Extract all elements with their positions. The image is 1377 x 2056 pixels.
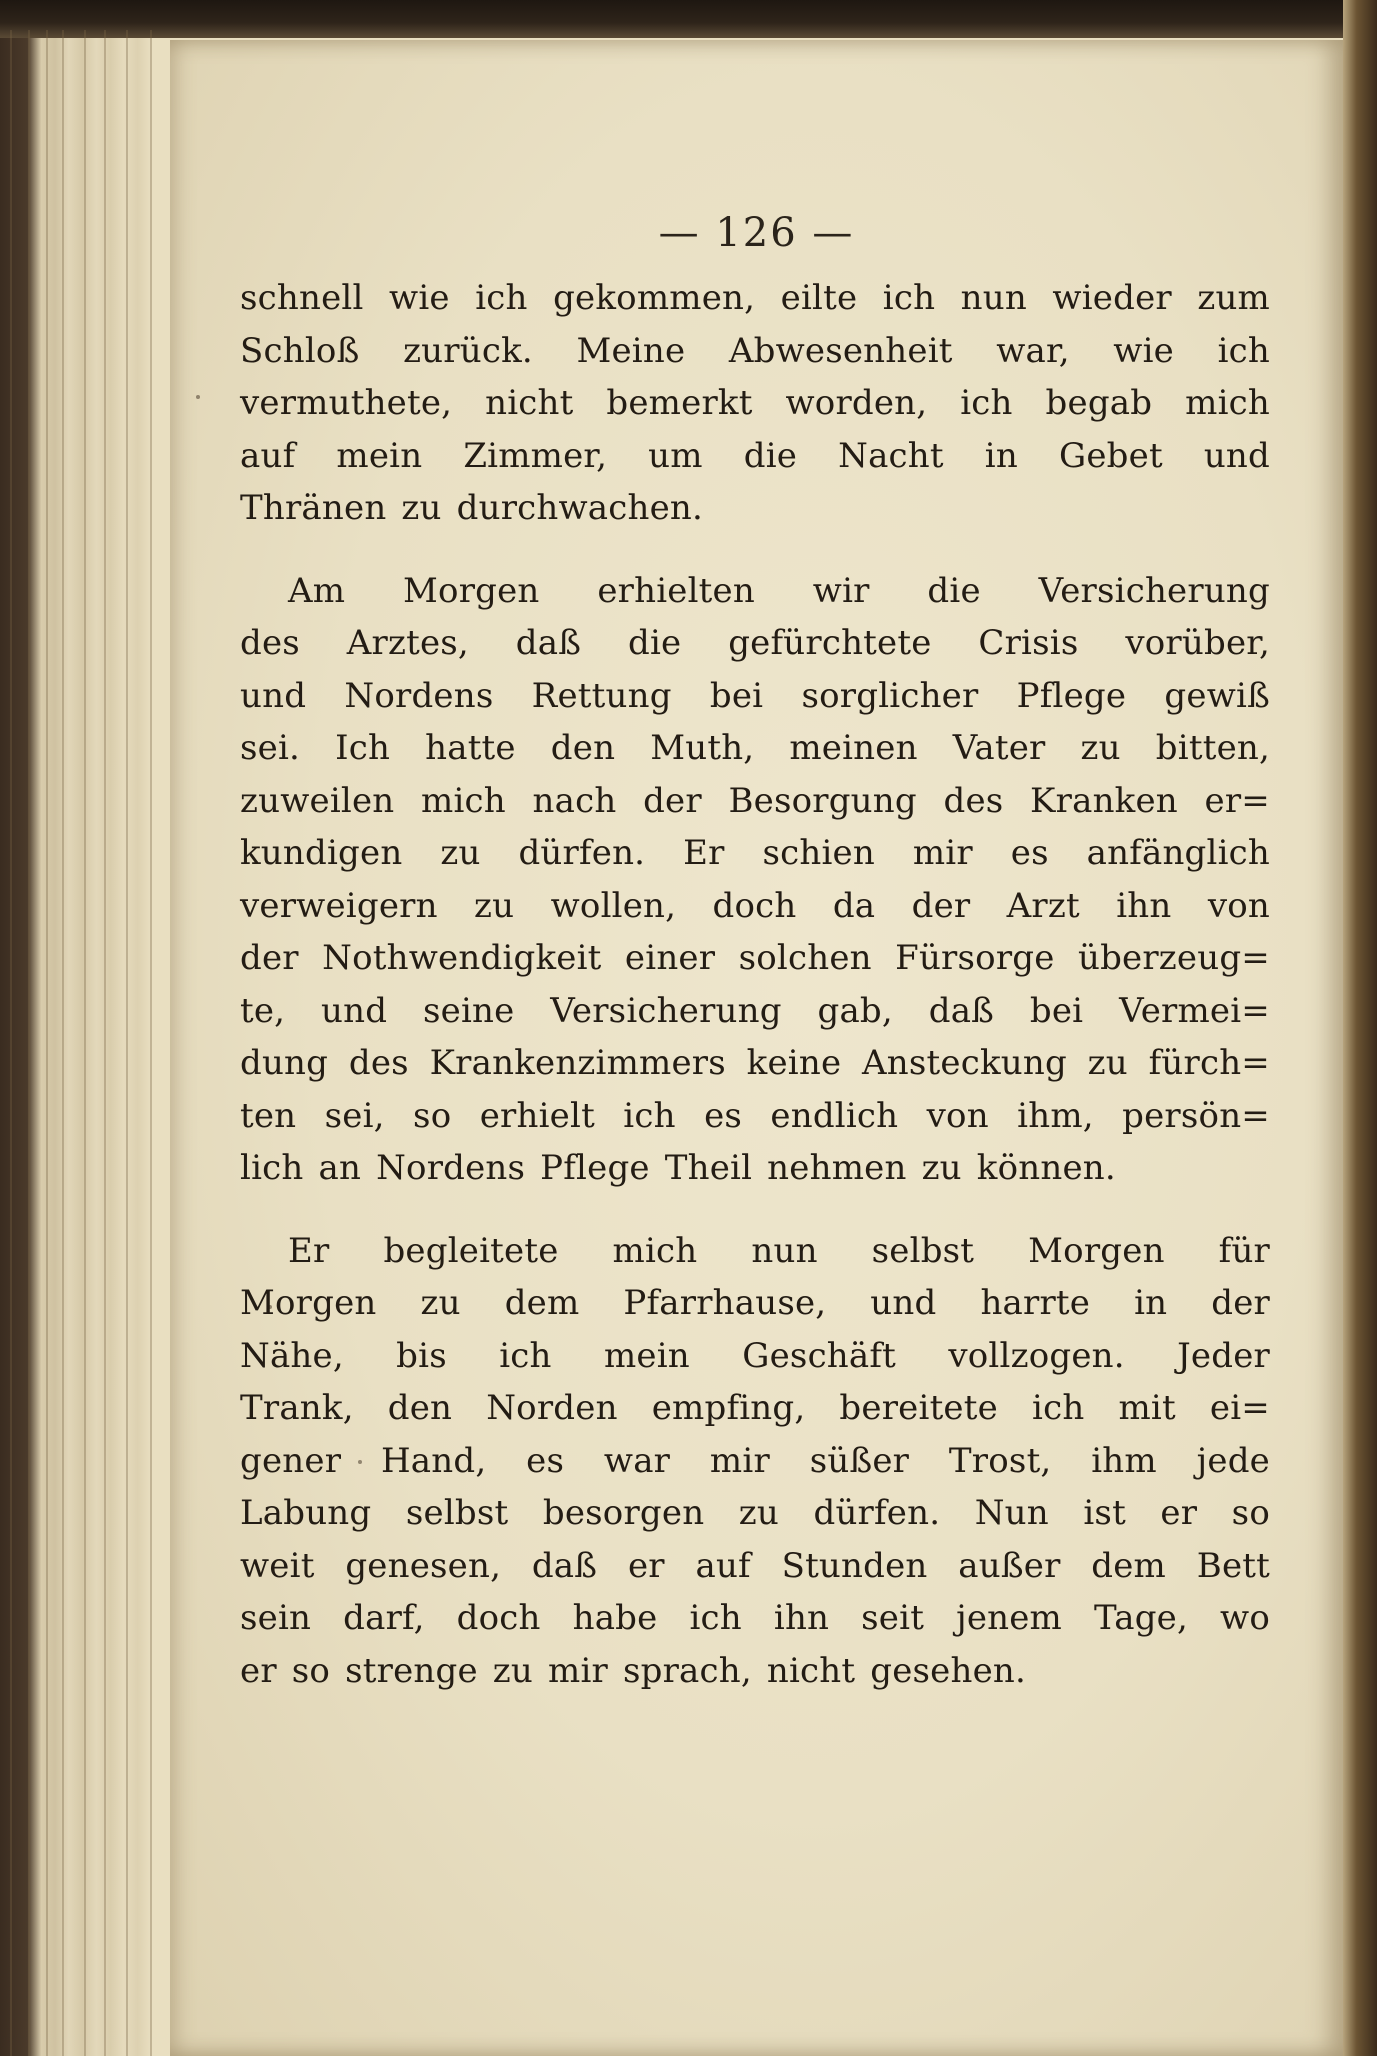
page-edge [126, 30, 128, 2056]
text-line: zuweilen mich nach der Besorgung des Kranken er= [240, 780, 1270, 821]
page-edge [28, 30, 30, 2056]
text-line: Schloß zurück. Meine Abwesenheit war, wie ich [240, 330, 1270, 371]
text-line: Labung selbst besorgen zu dürfen. Nun ist er so [240, 1493, 1270, 1533]
text-line: Thränen zu durchwachen. [240, 488, 704, 528]
body-text [240, 272, 1270, 1697]
page-edge [104, 30, 106, 2056]
page-edge [10, 30, 12, 2056]
paragraph [240, 272, 1270, 535]
text-line: er so strenge zu mir sprach, nicht gesehen. [240, 1650, 1027, 1691]
page-number: — 126 — [658, 210, 855, 256]
page-edge [46, 30, 48, 2056]
text-line: sei. Ich hatte den Muth, meinen Vater zu bitten, [240, 728, 1270, 768]
book-top-edge [0, 0, 1377, 38]
text-line: ten sei, so erhielt ich es endlich von ihm, persön= [240, 1095, 1270, 1136]
text-line: vermuthete, nicht bemerkt worden, ich begab mich [240, 383, 1270, 423]
text-line: Trank, den Norden empfing, bereitete ich mit ei= [240, 1388, 1270, 1428]
page-edge [150, 30, 152, 2056]
text-line: te, und seine Versicherung gab, daß bei Vermei= [240, 990, 1270, 1031]
text-line: der Nothwendigkeit einer solchen Fürsorge überzeug= [240, 938, 1270, 978]
page-stack-edges [0, 30, 180, 2056]
paper-speck [196, 395, 200, 399]
text-line: und Nordens Rettung bei sorglicher Pflege gewiß [240, 675, 1270, 716]
paragraph [240, 1225, 1270, 1698]
text-line: dung des Krankenzimmers keine Ansteckung zu fürch= [240, 1043, 1270, 1083]
text-line: kundigen zu dürfen. Er schien mir es anfänglich [240, 833, 1270, 873]
page-edge [62, 30, 64, 2056]
text-line: verweigern zu wollen, doch da der Arzt ihn von [240, 885, 1270, 926]
book-right-edge [1343, 0, 1377, 2056]
text-line: sein darf, doch habe ich ihn seit jenem Tage, wo [240, 1598, 1270, 1638]
text-line: weit genesen, daß er auf Stunden außer dem Bett [240, 1545, 1270, 1586]
text-line: lich an Nordens Pflege Theil nehmen zu können. [240, 1148, 1116, 1188]
text-line: Morgen zu dem Pfarrhause, und harrte in der [240, 1283, 1270, 1323]
text-line: des Arztes, daß die gefürchtete Crisis vorüber, [240, 623, 1270, 663]
text-line: Er begleitete mich nun selbst Morgen für [288, 1230, 1270, 1271]
text-line: auf mein Zimmer, um die Nacht in Gebet und [240, 435, 1270, 476]
text-line: Nähe, bis ich mein Geschäft vollzogen. Jeder [240, 1335, 1270, 1376]
text-line: gener Hand, es war mir süßer Trost, ihm jede [240, 1440, 1270, 1481]
text-line: schnell wie ich gekommen, eilte ich nun wieder zum [240, 278, 1270, 318]
text-line: Am Morgen erhielten wir die Versicherung [288, 570, 1270, 611]
paragraph [240, 565, 1270, 1195]
page-edge [84, 30, 86, 2056]
